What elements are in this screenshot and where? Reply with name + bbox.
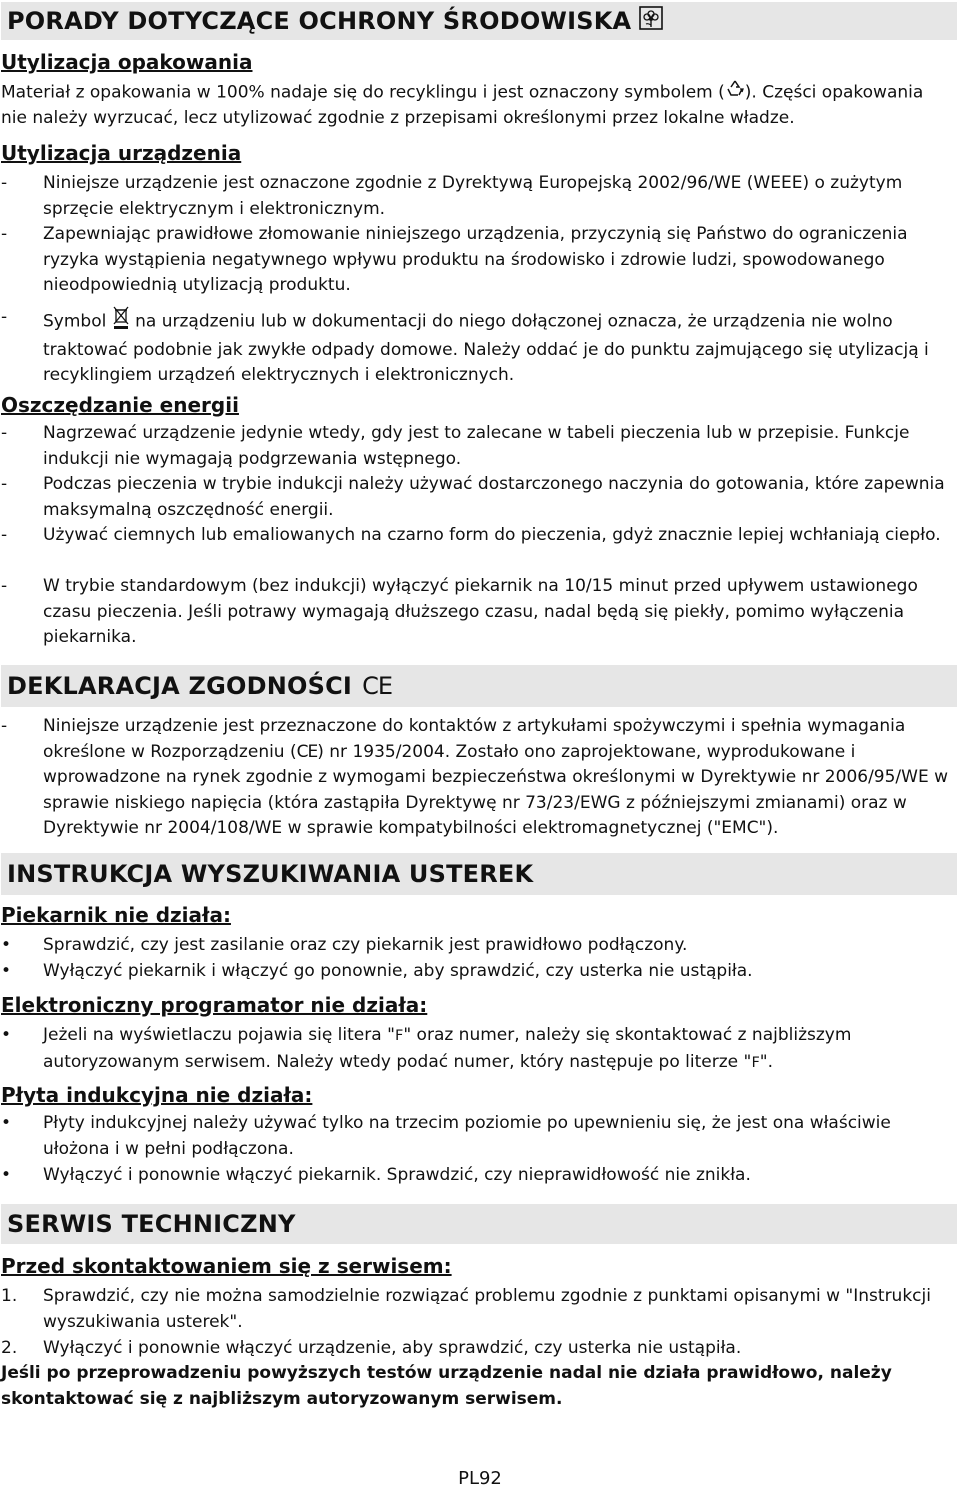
dash-marker: - bbox=[1, 307, 8, 327]
list-item bbox=[1, 574, 956, 651]
programmer-heading: Elektroniczny programator nie działa: bbox=[1, 993, 428, 1017]
list-item-text bbox=[43, 1023, 956, 1076]
list-item-text: Wyłączyć i ponownie włączyć piekarnik. Sprawdzić, czy nieprawidłowość nie znikła. bbox=[43, 1165, 751, 1185]
list-item-text bbox=[43, 714, 956, 842]
bullet-marker: • bbox=[1, 1165, 12, 1185]
eco-flower-icon bbox=[639, 6, 663, 36]
section-troubleshooting-title bbox=[1, 853, 957, 895]
service-final-note: Jeśli po przeprowadzeniu powyższych testów urządzenie nadal nie działa prawidłowo, należy skontaktować się z najbliższym autoryzowanym serwisem. bbox=[1, 1363, 892, 1409]
item-number: 1. bbox=[1, 1286, 18, 1306]
list-item-text: Zapewniając prawidłowe złomowanie niniejszego urządzenia, przyczynią się Państwo do ograniczenia ryzyka wystąpienia negatywnego wpływu produktu na środowisko i zdrowie ludzi, spowodowanego nieodpowiednią utylizacją produktu. bbox=[43, 224, 908, 295]
display-letter: F bbox=[394, 1028, 404, 1044]
section-title-text: SERWIS TECHNICZNY bbox=[7, 1210, 296, 1238]
packaging-text-part2: ). Części opakowania nie należy wyrzucać, lecz utylizować zgodnie z przepisami określonymi przez lokalne władze. bbox=[1, 82, 924, 128]
list-item bbox=[1, 1336, 956, 1362]
list-item-text bbox=[43, 305, 956, 389]
list-item bbox=[1, 1111, 956, 1162]
list-item-text: Niniejsze urządzenie jest oznaczone zgodnie z Dyrektywą Europejską 2002/96/WE (WEEE) o zużytym sprzęcie elektrycznym i elektronicznym. bbox=[43, 173, 903, 219]
list-item-text: Podczas pieczenia w trybie indukcji należy używać dostarczonego naczynia do gotowania, które zapewnia maksymalną oszczędność energii. bbox=[43, 474, 945, 520]
symbol-text-pre: Symbol bbox=[43, 311, 107, 332]
section-title-text: DEKLARACJA ZGODNOŚCI bbox=[7, 672, 353, 700]
conformity-text-part2: ) nr 1935/2004. Zostało ono zaprojektowane, wyprodukowane i wprowadzone na rynek zgodnie z wymogami bezpieczeństwa określonymi w Dyrektywie nr 2006/95/WE w sprawie niskiego napięcia (która zastąpiła Dyrektywę nr 73/23/EWG z późniejszymi zmianami) oraz w Dyrektywie nr 2004/108/WE w sprawie kompatybilności elektromagnetycznej ("EMC"). bbox=[43, 741, 949, 838]
list-item bbox=[1, 959, 956, 985]
bullet-marker: • bbox=[1, 1113, 12, 1133]
dash-marker: - bbox=[1, 576, 8, 596]
dash-marker: - bbox=[1, 224, 8, 244]
bullet-marker: • bbox=[1, 1025, 12, 1045]
list-item-text: Sprawdzić, czy nie można samodzielnie rozwiązać problemu zgodnie z punktami opisanymi w "Instrukcji wyszukiwania usterek". bbox=[43, 1286, 931, 1332]
page-number: PL92 bbox=[458, 1468, 502, 1489]
section-title-text: INSTRUKCJA WYSZUKIWANIA USTEREK bbox=[7, 860, 534, 888]
list-item-text: Wyłączyć piekarnik i włączyć go ponownie, aby sprawdzić, czy usterka nie ustąpiła. bbox=[43, 961, 753, 981]
section-service-title bbox=[1, 1204, 957, 1244]
list-item bbox=[1, 523, 956, 549]
section-conformity-title bbox=[1, 665, 957, 707]
list-item-text: Płyty indukcyjnej należy używać tylko na trzecim poziomie po upewnieniu się, że jest ona właściwie ułożona i w pełni podłączona. bbox=[43, 1113, 891, 1159]
list-item bbox=[1, 421, 956, 472]
dash-marker: - bbox=[1, 716, 8, 736]
crossed-bin-icon bbox=[112, 305, 130, 338]
programmer-text-part3: ". bbox=[759, 1051, 773, 1072]
appliance-heading: Utylizacja urządzenia bbox=[1, 141, 242, 165]
list-item bbox=[1, 305, 956, 389]
list-item bbox=[1, 1284, 956, 1335]
packaging-text bbox=[1, 79, 951, 131]
list-item-text: Nagrzewać urządzenie jedynie wtedy, gdy jest to zalecane w tabeli pieczenia lub w przepisie. Funkcje indukcji nie wymagają podgrzewania wstępnego. bbox=[43, 423, 910, 469]
conformity-text-part1: Niniejsze urządzenie jest przeznaczone do kontaktów z artykułami spożywczymi i spełnia wymagania określone w Rozporządzeniu ( bbox=[43, 716, 906, 762]
bullet-marker: • bbox=[1, 935, 12, 955]
plate-heading: Płyta indukcyjna nie działa: bbox=[1, 1083, 313, 1107]
list-item bbox=[1, 472, 956, 523]
list-item bbox=[1, 933, 956, 959]
list-item bbox=[1, 171, 956, 222]
item-number: 2. bbox=[1, 1338, 18, 1358]
dash-marker: - bbox=[1, 173, 8, 193]
recycle-icon bbox=[725, 79, 745, 106]
list-item-text: Wyłączyć i ponownie włączyć urządzenie, aby sprawdzić, czy usterka nie ustąpiła. bbox=[43, 1338, 742, 1358]
ce-mark: CE bbox=[296, 741, 318, 762]
display-letter: F bbox=[751, 1054, 760, 1071]
packaging-heading: Utylizacja opakowania bbox=[1, 50, 253, 74]
oven-heading: Piekarnik nie działa: bbox=[1, 903, 231, 927]
conformity-text bbox=[1, 714, 956, 842]
energy-heading: Oszczędzanie energii bbox=[1, 393, 239, 417]
dash-marker: - bbox=[1, 525, 8, 545]
dash-marker: - bbox=[1, 474, 8, 494]
service-heading: Przed skontaktowaniem się z serwisem: bbox=[1, 1254, 452, 1278]
programmer-text-part1: Jeżeli na wyświetlaczu pojawia się litera " bbox=[43, 1025, 395, 1045]
dash-marker: - bbox=[1, 423, 8, 443]
section-environment-title bbox=[1, 2, 957, 40]
ce-mark: CE bbox=[362, 672, 392, 700]
programmer-text-part2: " oraz numer, należy się skontaktować z najbliższym autoryzowanym serwisem. Należy wtedy podać numer, który następuje po literze " bbox=[43, 1025, 852, 1072]
list-item-text: W trybie standardowym (bez indukcji) wyłączyć piekarnik na 10/15 minut przed upływem ustawionego czasu pieczenia. Jeśli potrawy wymagają dłuższego czasu, nadal będą się piekły, pomimo wyłączenia piekarnika. bbox=[43, 576, 918, 647]
section-title-text: PORADY DOTYCZĄCE OCHRONY ŚRODOWISKA bbox=[7, 7, 632, 35]
list-item bbox=[1, 1023, 956, 1076]
bullet-marker: • bbox=[1, 961, 12, 981]
list-item bbox=[1, 222, 956, 299]
list-item-text: Sprawdzić, czy jest zasilanie oraz czy piekarnik jest prawidłowo podłączony. bbox=[43, 935, 688, 955]
list-item-text: Używać ciemnych lub emaliowanych na czarno form do pieczenia, gdyż znacznie lepiej wchłaniają ciepło. bbox=[43, 525, 941, 545]
packaging-text-part1: Materiał z opakowania w 100% nadaje się do recyklingu i jest oznaczony symbolem ( bbox=[1, 82, 725, 103]
list-item bbox=[1, 1163, 956, 1189]
symbol-text-post: na urządzeniu lub w dokumentacji do niego dołączonej oznacza, że urządzenia nie wolno traktować podobnie jak zwykłe odpady domowe. Należy oddać je do punktu zajmującego się utylizacją i recyklingiem urządzeń elektrycznych i elektronicznych. bbox=[43, 311, 929, 385]
